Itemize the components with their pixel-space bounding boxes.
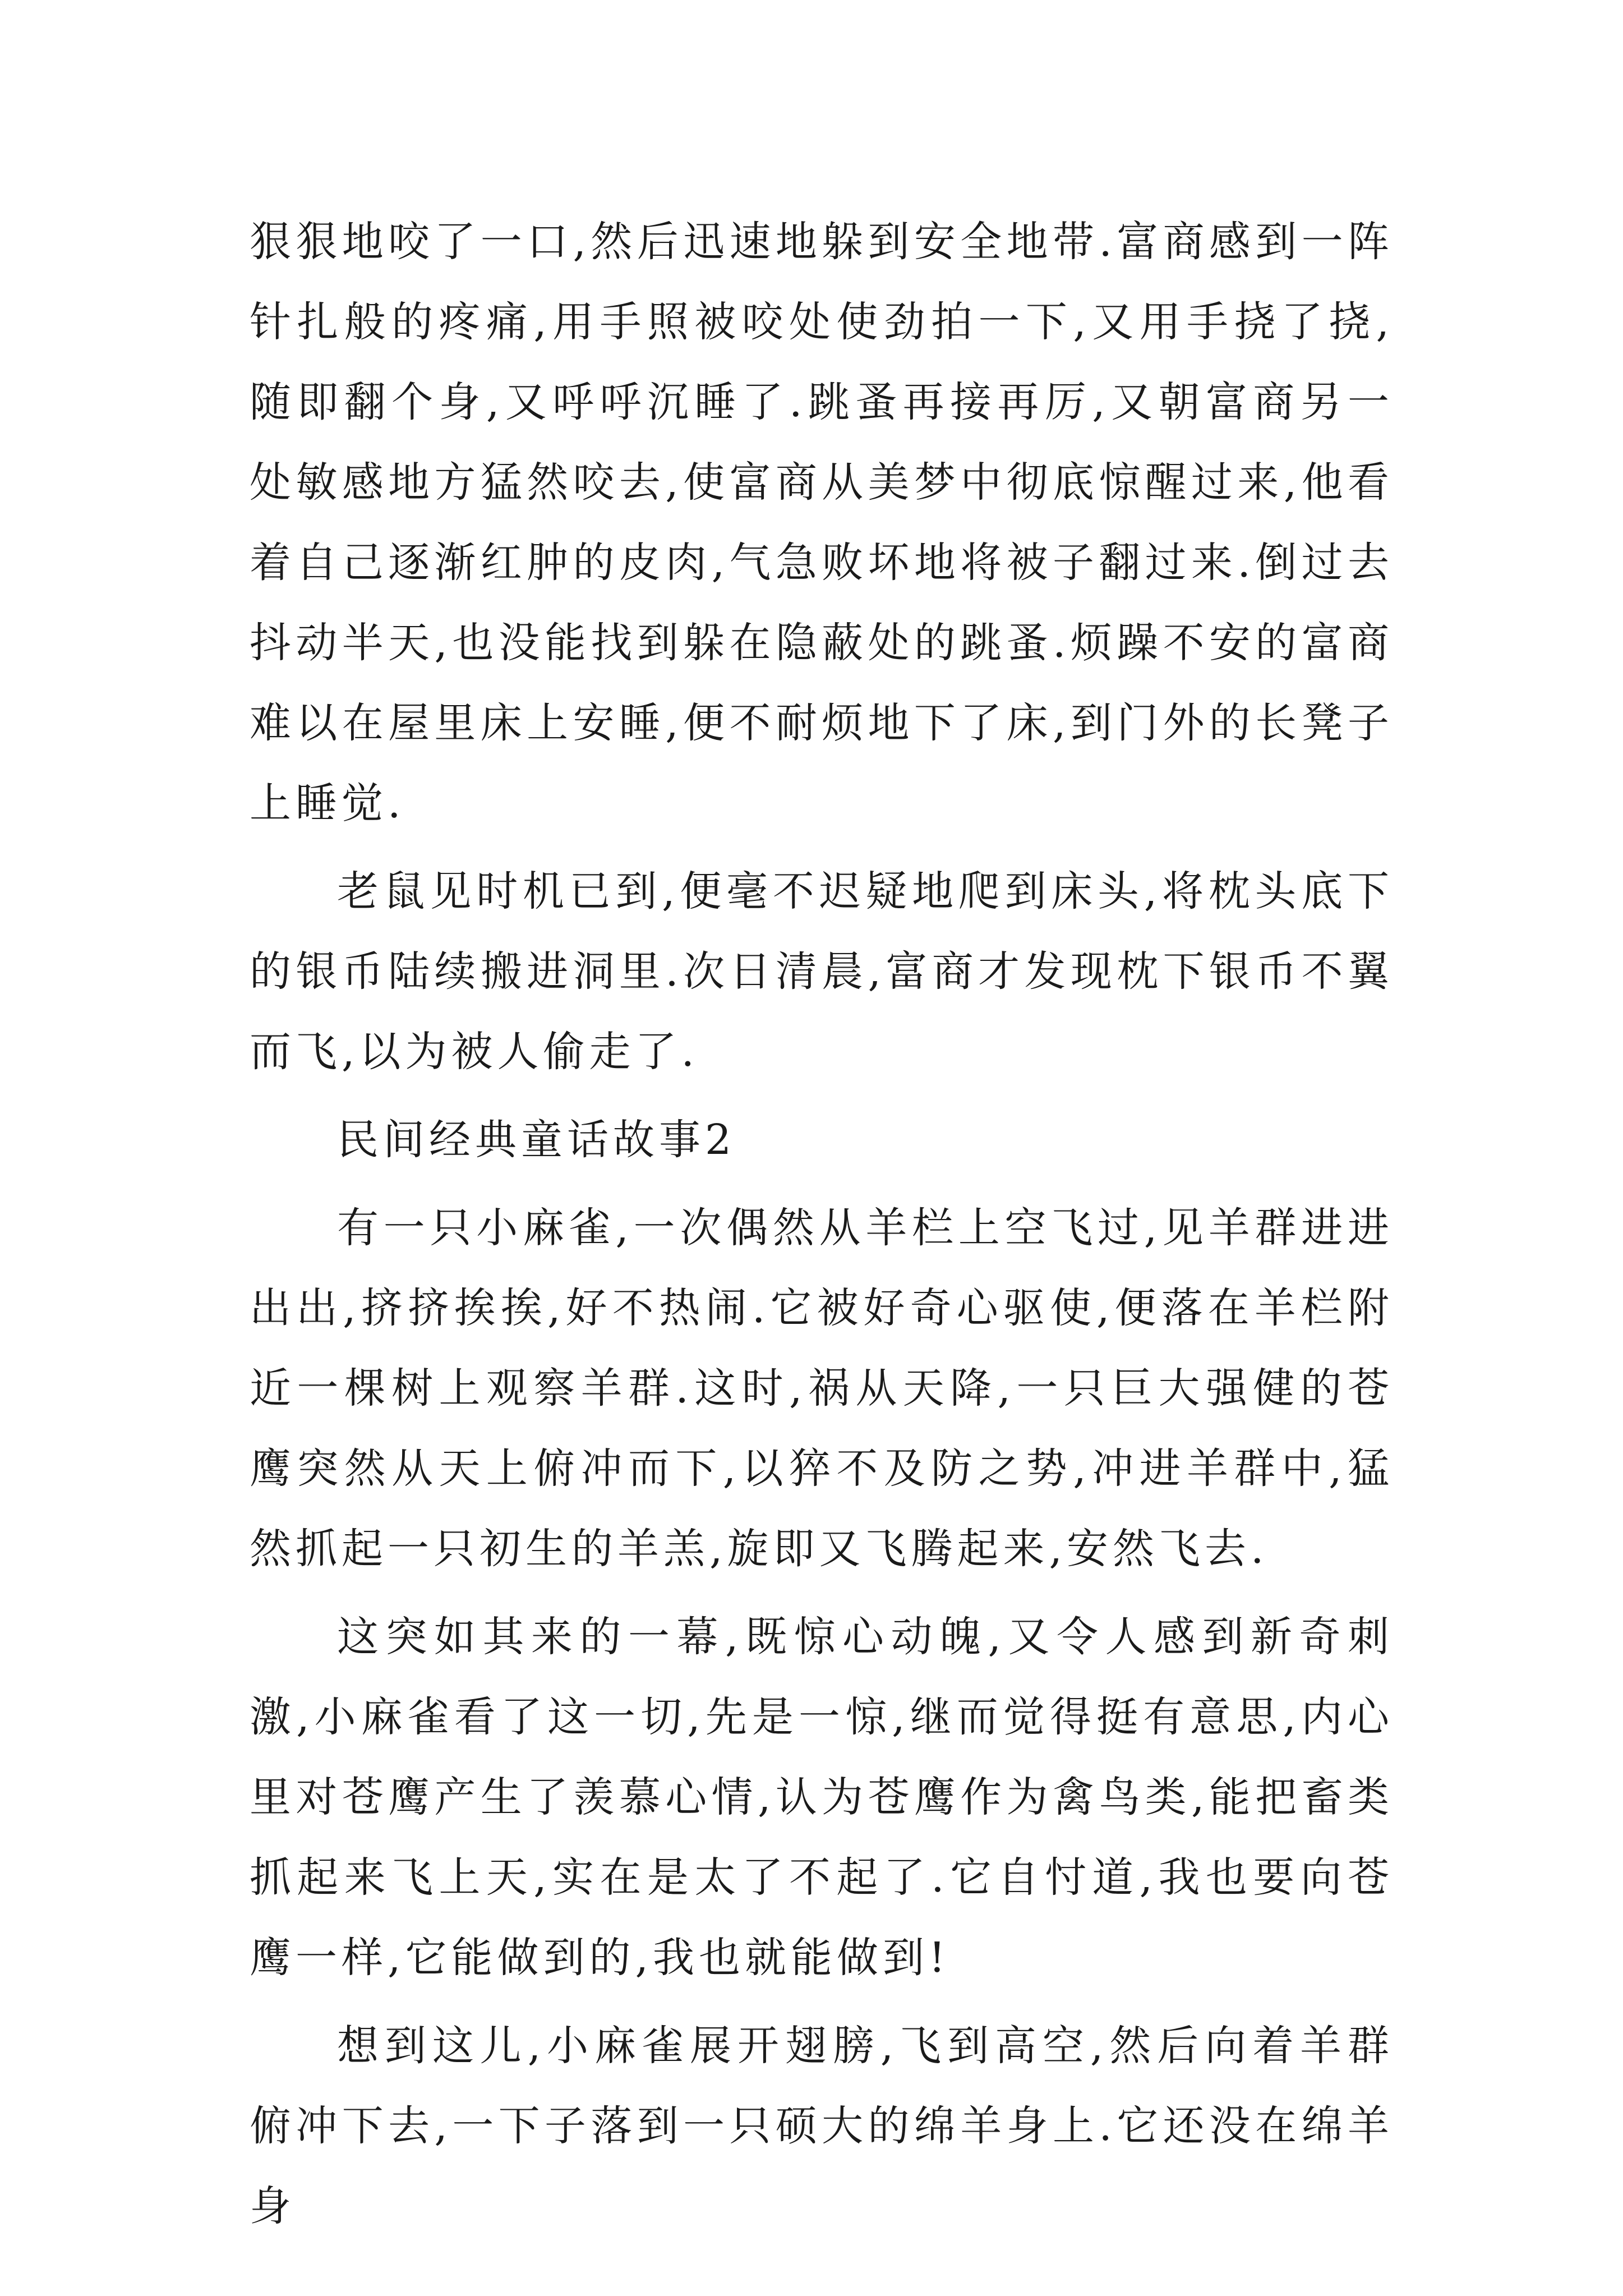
paragraph-sparrow-dive: 想到这儿,小麻雀展开翅膀,飞到高空,然后向着羊群俯冲下去,一下子落到一只硕大的绵羊身上.它还没在绵羊身 — [250, 2022, 1394, 2230]
paragraph-sparrow-envy: 这突如其来的一幕,既惊心动魄,又令人感到新奇刺激,小麻雀看了这一切,先是一惊,继而觉得挺有意思,内心里对苍鹰产生了羡慕心情,认为苍鹰作为禽鸟类,能把畜类抓起来飞上天,实在是太了不起了.它自忖道,我也要向苍鹰一样,它能做到的,我也就能做到! — [250, 1613, 1394, 1982]
paragraph-sparrow-eagle: 有一只小麻雀,一次偶然从羊栏上空飞过,见羊群进进出出,挤挤挨挨,好不热闹.它被好奇心驱使,便落在羊栏附近一棵树上观察羊群.这时,祸从天降,一只巨大强健的苍鹰突然从天上俯冲而下,以猝不及防之势,冲进羊群中,猛然抓起一只初生的羊羔,旋即又飞腾起来,安然飞去. — [250, 1204, 1394, 1573]
section-heading: 民间经典童话故事2 — [337, 1116, 736, 1164]
paragraph-flea-bites: 狠狠地咬了一口,然后迅速地躲到安全地带.富商感到一阵针扎般的疼痛,用手照被咬处使劲拍一下,又用手挠了挠,随即翻个身,又呼呼沉睡了.跳蚤再接再厉,又朝富商另一处敏感地方猛然咬去,使富商从美梦中彻底惊醒过来,他看着自己逐渐红肿的皮肉,气急败坏地将被子翻过来.倒过去抖动半天,也没能找到躲在隐蔽处的跳蚤.烦躁不安的富商难以在屋里床上安睡,便不耐烦地下了床,到门外的长凳子上睡觉. — [250, 218, 1394, 827]
paragraph-gap — [250, 1092, 1394, 1100]
paragraph-mouse-coins: 老鼠见时机已到,便毫不迟疑地爬到床头,将枕头底下的银币陆续搬进洞里.次日清晨,富商才发现枕下银币不翼而飞,以为被人偷走了. — [250, 867, 1394, 1076]
paragraph-gap — [250, 1180, 1394, 1188]
paragraph-gap — [250, 844, 1394, 852]
paragraph-gap — [250, 1998, 1394, 2006]
paragraph-gap — [250, 1589, 1394, 1597]
document-page — [250, 202, 1394, 2247]
